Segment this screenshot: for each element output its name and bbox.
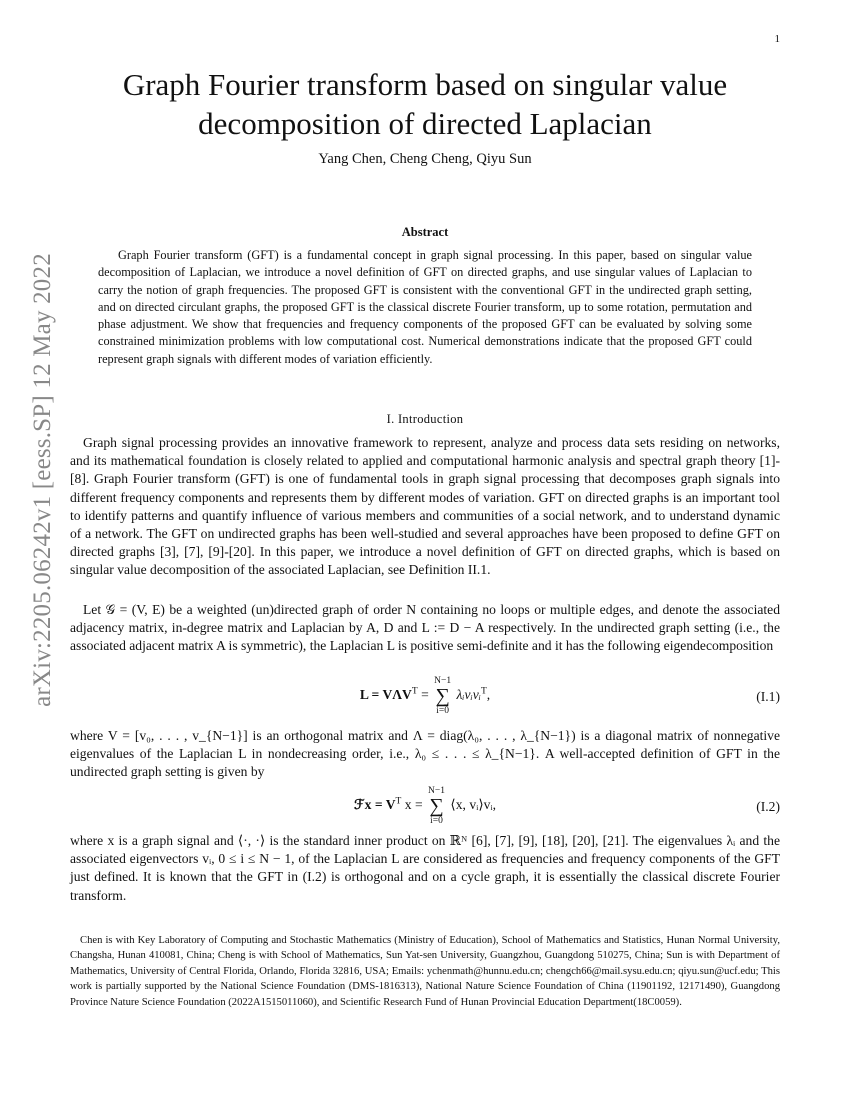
eq1-number: (I.1) [756, 689, 780, 704]
arxiv-stamp-text: arXiv:2205.06242v1 [eess.SP] 12 May 2022 [29, 253, 56, 707]
eq1-tail: , [486, 687, 491, 703]
paragraph-4: where x is a graph signal and ⟨·, ·⟩ is the standard inner product on ℝᴺ [6], [7], [9], [18], [20], [21]. The eigenvalues λᵢ and the associated eigenvectors vᵢ, 0 ≤ i ≤ N − 1, of the Laplacian L are considered as frequencies and frequency components of the GFT just defined. It is known that the GFT in (I.2) is orthogonal and on a cycle graph, it is essentially the classical discrete Fourier transform. [70, 833, 780, 903]
page-number: 1 [774, 33, 780, 45]
eq1-rhs: λᵢvᵢvᵢ [456, 687, 481, 703]
eq2-sum: N−1 ∑ i=0 [428, 786, 446, 826]
abstract-body: Graph Fourier transform (GFT) is a fundamental concept in graph signal processing. In this paper, based on singular value decomposition of Laplacian, we introduce a novel definition of GFT on directed graphs, and use singular values of Laplacian to carry the notion of graph frequencies. The proposed GFT is consistent with the conventional GFT in the undirected graph setting, and on directed circulant graphs, the proposed GFT is the classical discrete Fourier transform, up to some rotation, permutation and phase adjustment. We show that frequencies and frequency components of the proposed GFT can be evaluated by solving some constrained minimization problems with low computational cost. Numerical demonstrations indicate that the proposed GFT could represent graph signals with different modes of variation efficiently. [98, 248, 752, 366]
paragraph-3: where V = [v₀, . . . , v_{N−1}] is an orthogonal matrix and Λ = diag(λ₀, . . . , λ_{N−1}) is a diagonal matrix of nonnegative eigenvalues of the Laplacian L in nondecreasing order, i.e., λ₀ ≤ . . . ≤ λ_{N−1}. A well-accepted definition of GFT in the undirected graph setting is given by [70, 728, 780, 780]
eq1-sum: N−1 ∑ i=0 [434, 676, 452, 716]
authors: Yang Chen, Cheng Cheng, Qiyu Sun [318, 151, 532, 167]
eq1-rhs-sup: T [480, 686, 487, 697]
intro-paragraph-1: Graph signal processing provides an innovative framework to represent, analyze and process data sets residing on networks, and its mathematical foundation is closely related to applied and computational harmonic analysis and spectral graph theory [1]-[8]. Graph Fourier transform (GFT) is one of fundamental tools in graph signal processing that decomposes graph signals into different frequency components and represents them by different modes of variation. GFT on directed graphs is an important tool to identify patterns and quantify influence of various members and communities of a social network, and to understand dynamic of a network. The GFT on undirected graphs has been well-studied and several approaches have been proposed to define GFT on directed graphs [3], [7], [9]-[20]. In this paper, we introduce a novel definition of GFT on directed graphs, which is based on singular value decomposition of the associated Laplacian, see Definition II.1. [70, 435, 780, 578]
eq2-lhs: ℱx = V [353, 797, 396, 813]
eq1-equals: = [421, 687, 429, 703]
paper-title [70, 65, 780, 143]
eq1-sum-bottom: i=0 [436, 706, 449, 716]
title-line-1: Graph Fourier transform based on singular value [122, 67, 728, 102]
arxiv-stamp [8, 253, 78, 707]
eq2-sup: T [395, 796, 402, 807]
eq2-rhs: ⟨x, vᵢ⟩vᵢ, [450, 797, 497, 813]
section-heading: I. Introduction [386, 412, 464, 426]
equation-I2 [70, 786, 780, 830]
abstract-heading: Abstract [401, 225, 449, 239]
footnote: Chen is with Key Laboratory of Computing and Stochastic Mathematics (Ministry of Education), School of Mathematics and Statistics, Hunan Normal University, Changsha, Hunan 410081, China; Cheng is with School of Mathematics, Sun Yat-sen University, Guangzhou, Guangdong 510275, China; Sun is with Department of Mathematics, University of Central Florida, Orlando, Florida 32816, USA; Emails: ychenmath@hunnu.edu.cn; chengch66@mail.sysu.edu.cn; qiyu.sun@ucf.edu; This work is partially supported by the National Science Foundation (DMS-1816313), National Nature Science Foundation of China (11901192, 12171490), Guangdong Province Nature Science Foundation (2022A1515011060), and Scientific Research Fund of Hunan Provincial Education Department(18C0059). [70, 935, 780, 1008]
eq1-sum-top: N−1 [434, 676, 452, 686]
eq2-number: (I.2) [756, 799, 780, 814]
eq2-mid: x = [404, 797, 423, 813]
eq1-sup: T [411, 686, 418, 697]
eq2-sum-top: N−1 [428, 786, 446, 796]
equation-I1 [70, 676, 780, 720]
title-line-2: decomposition of directed Laplacian [198, 106, 652, 141]
intro-paragraph-2: Let 𝒢 = (V, E) be a weighted (un)directed graph of order N containing no loops or multiple edges, and denote the associated adjacency matrix, in-degree matrix and Laplacian by A, D and L := D − A respectively. In the undirected graph setting (i.e., the associated adjacent matrix A is symmetric), the Laplacian L is positive semi-definite and it has the following eigendecomposition [70, 602, 780, 654]
eq1-lhs: L = VΛV [359, 687, 412, 703]
eq2-sum-bottom: i=0 [430, 816, 443, 826]
